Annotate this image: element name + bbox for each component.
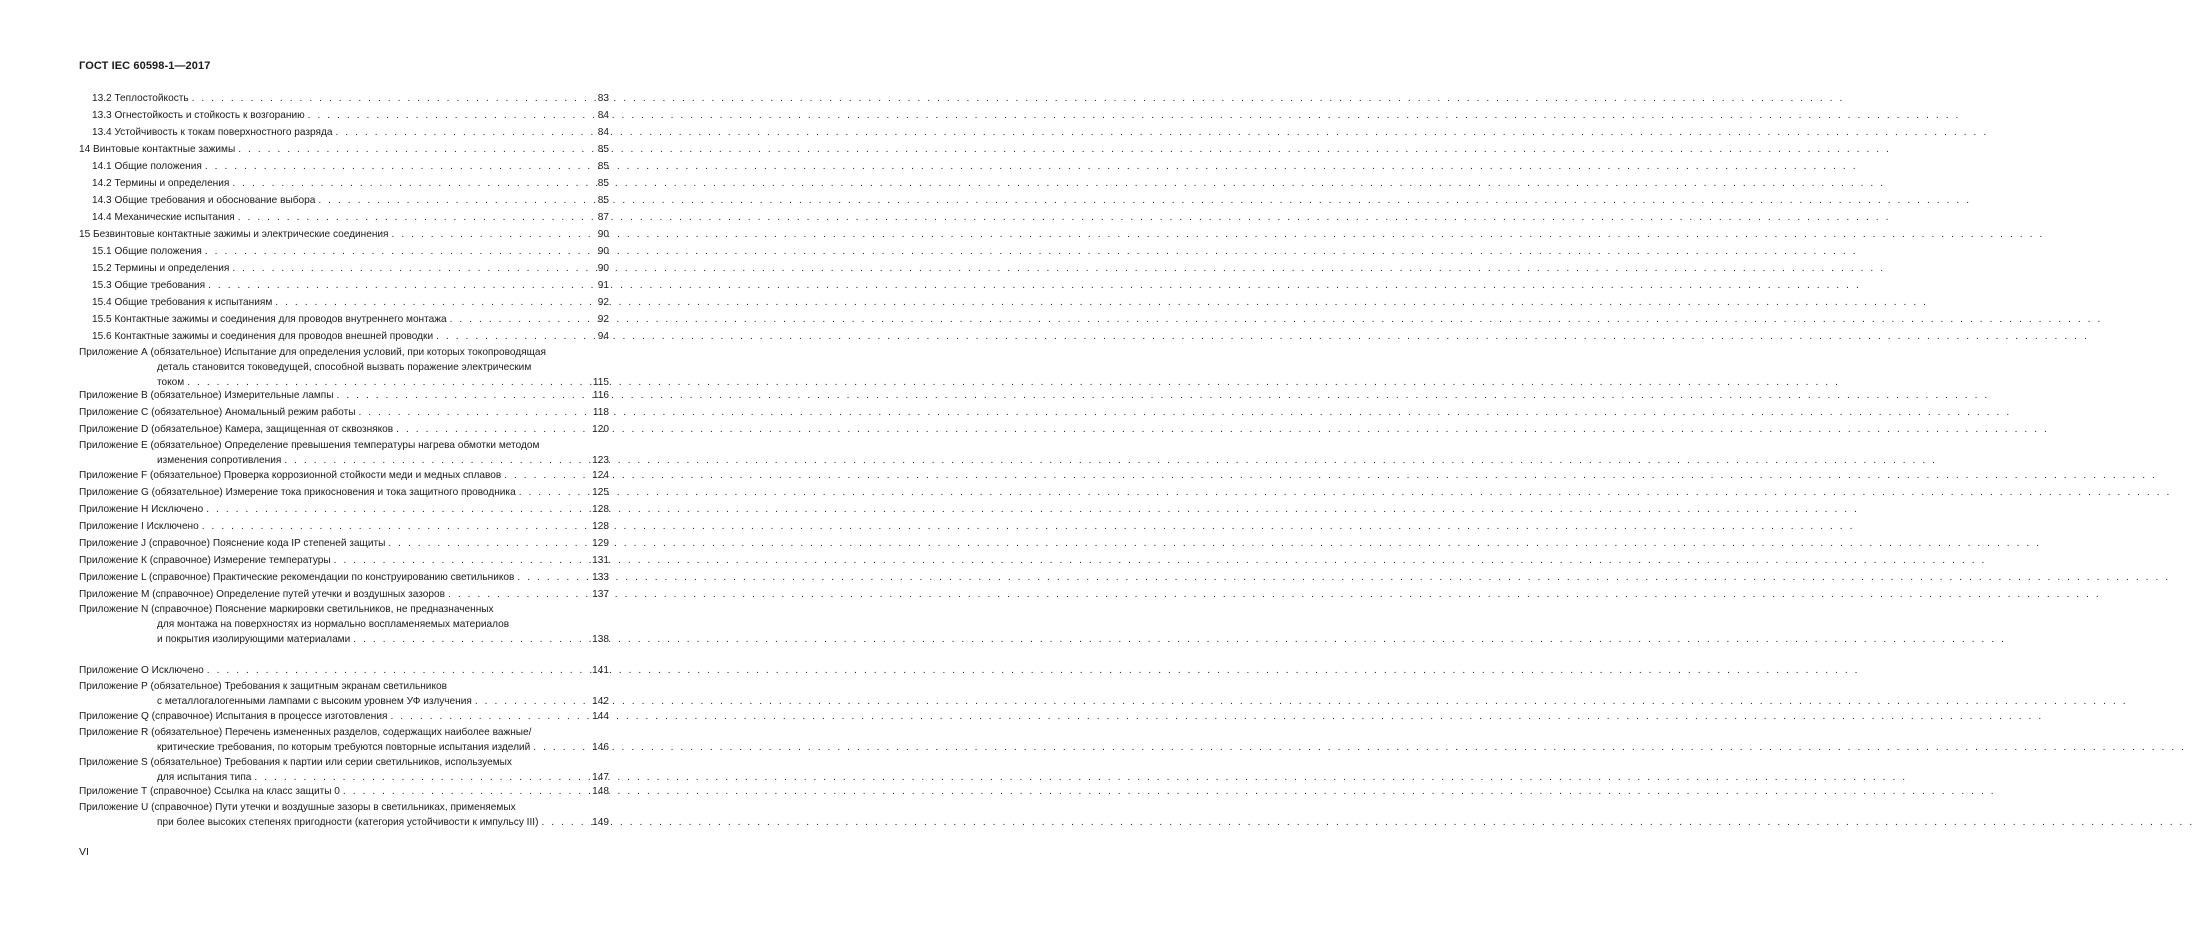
toc-line [79,756,512,770]
toc-line-last [79,571,609,585]
toc-page-number: 92 [597,297,609,308]
dot-leader [389,228,597,242]
toc-entry-title: током [157,377,185,388]
toc-line-last [92,279,609,293]
toc-entry-title: Приложение G (обязательное) Измерение тока прикосновения и тока защитного проводника [79,487,516,498]
dot-leader [387,710,591,724]
dot-leader [501,469,591,483]
toc-line-last [92,126,609,140]
dot-leader [393,423,591,437]
toc-line-last [92,262,609,276]
toc-page-number: 90 [597,229,609,240]
toc-page-number: 91 [597,280,609,291]
toc-line-last [92,194,609,208]
toc-entry-title: 14.4 Механические испытания [92,212,235,223]
toc-page-number: 116 [592,390,609,401]
toc-line-last [157,454,609,468]
toc-entry-title: Приложение S (обязательное) Требования к партии или серии светильников, используемых [79,757,512,768]
toc-entry-title: Приложение М (справочное) Определение путей утечки и воздушных зазоров [79,589,446,600]
toc-page-number: 133 [592,572,609,583]
toc-page-number: 146 [592,742,609,753]
toc-entry-title: Приложение А (обязательное) Испытание для определения условий, при которых токопроводящая [79,347,547,358]
toc-entry-title: Приложение D (обязательное) Камера, защищенная от сквозняков [79,424,394,435]
toc-line-last [157,816,609,830]
toc-line-last [79,423,609,437]
dot-leader [538,816,591,830]
toc-line-last [92,330,609,344]
page-number: VI [79,846,89,858]
toc-line-last [92,313,609,327]
toc-page-number: 85 [597,195,609,206]
dot-leader [205,279,597,293]
dot-leader [202,160,597,174]
dot-leader [331,554,592,568]
toc-entry-title: для монтажа на поверхностях из нормально воспламеняемых материалов [157,619,510,630]
toc-line-last [79,469,609,483]
document-header: ГОСТ IEC 60598-1—2017 [79,60,211,72]
toc-line-last [79,520,609,534]
toc-line-last [79,389,609,403]
toc-line [157,618,509,632]
toc-entry-title: Приложение U (справочное) Пути утечки и воздушные зазоры в светильниках, применяемых [79,802,516,813]
toc-entry-title: 14 Винтовые контактные зажимы [79,144,236,155]
toc-line-last [157,771,609,785]
toc-line-last [157,695,609,709]
toc-page-number: 87 [597,212,609,223]
toc-line [79,801,516,815]
toc-entry-title: 15.6 Контактные зажимы и соединения для проводов внешней проводки [92,331,434,342]
toc-page-number: 115 [592,377,609,388]
toc-line-last [79,406,609,420]
toc-line-last [92,245,609,259]
toc-page-number: 84 [597,110,609,121]
toc-entry-title: Приложение Р (обязательное) Требования к защитным экранам светильников [79,681,447,692]
toc-page-number: 137 [592,589,609,600]
toc-page-number: 129 [592,538,609,549]
toc-entry-title: 15 Безвинтовые контактные зажимы и электрические соединения [79,229,389,240]
toc-entry-title: 14.2 Термины и определения [92,178,230,189]
toc-page-number: 85 [597,161,609,172]
toc-line [79,346,546,360]
toc-entry-title: 14.1 Общие положения [92,161,202,172]
toc-page-number: 138 [592,634,609,645]
toc-entry-title: Приложение О Исключено [79,665,204,676]
dot-leader [281,454,591,468]
toc-line-last [92,296,609,310]
toc-entry-title: и покрытия изолирующими материалами [157,634,351,645]
toc-page-number: 83 [597,93,609,104]
dot-leader [340,785,591,799]
toc-entry-title: Приложение Н Исключено [79,504,204,515]
toc-entry-title: Приложение С (обязательное) Аномальный режим работы [79,407,356,418]
toc-page-number: 85 [597,178,609,189]
dot-leader [433,330,597,344]
dot-leader [199,520,591,534]
dot-leader [530,741,591,755]
toc-page-number: 148 [592,786,609,797]
toc-page-number: 123 [592,455,609,466]
toc-line-last [79,785,609,799]
toc-line-last [79,503,609,517]
toc-entry-title: 15.2 Термины и определения [92,263,230,274]
toc-page-number: 120 [592,424,609,435]
toc-line-last [92,211,609,225]
toc-entry-title: Приложение F (обязательное) Проверка коррозионной стойкости меди и медных сплавов [79,470,502,481]
dot-leader [189,92,597,106]
toc-entry-title: критические требования, по которым требуются повторные испытания изделий [157,742,531,753]
toc-page-number: 125 [592,487,609,498]
toc-page-number: 85 [597,144,609,155]
toc-entry-title: изменения сопротивления [157,455,282,466]
toc-line-last [79,588,609,602]
toc-entry-title: Приложение N (справочное) Пояснение маркировки светильников, не предназначенных [79,604,494,615]
dot-leader [385,537,591,551]
dot-leader [272,296,596,310]
toc-page-number: 144 [592,711,609,722]
toc-line-last [157,741,609,755]
toc-entry-title: деталь становится токоведущей, способной вызвать поражение электрическим [157,362,532,373]
dot-leader [251,771,591,785]
toc-line [157,361,531,375]
toc-line-last [79,554,609,568]
toc-line-last [79,143,609,157]
toc-entry-title: 15.3 Общие требования [92,280,206,291]
dot-leader [472,695,591,709]
toc-entry-title: 13.3 Огнестойкость и стойкость к возгоранию [92,110,305,121]
toc-line-last [79,664,609,678]
dot-leader [516,486,591,500]
toc-line-last [92,177,609,191]
toc-page-number: 128 [592,504,609,515]
dot-leader [235,211,597,225]
toc-entry-title: Приложение I Исключено [79,521,199,532]
toc-entry-title: Приложение К (справочное) Измерение температуры [79,555,331,566]
toc-entry-title: 15.4 Общие требования к испытаниям [92,297,273,308]
toc-entry-title: при более высоких степенях пригодности (категория устойчивости к импульсу III) [157,817,539,828]
dot-leader [447,313,597,327]
toc-line-last [79,228,609,242]
dot-leader [334,389,592,403]
dot-leader [202,245,597,259]
toc-entry-title: Приложение L (справочное) Практические рекомендации по конструированию светильников [79,572,515,583]
toc-line [79,726,531,740]
dot-leader [514,571,591,585]
dot-leader [355,406,591,420]
toc-page-number: 84 [597,127,609,138]
dot-leader [184,376,592,390]
toc-page-number: 92 [597,314,609,325]
dot-leader [203,503,591,517]
toc-entry-title: 15.5 Контактные зажимы и соединения для проводов внутреннего монтажа [92,314,447,325]
dot-leader [305,109,597,123]
toc-line [79,680,447,694]
toc-line-last [79,486,609,500]
toc-entry-title: Приложение R (обязательное) Перечень измененных разделов, содержащих наиболее важные/ [79,727,532,738]
dot-leader [315,194,596,208]
toc-page-number: 118 [592,407,609,418]
toc-line-last [157,633,609,647]
toc-page-number: 90 [597,246,609,257]
toc-entry-title: 14.3 Общие требования и обоснование выбора [92,195,316,206]
toc-page-number: 142 [592,696,609,707]
dot-leader [350,633,591,647]
toc-page-number: 147 [592,772,609,783]
toc-line-last [79,710,609,724]
toc-page-number: 94 [597,331,609,342]
toc-entry-title: 13.4 Устойчивость к токам поверхностного разряда [92,127,333,138]
toc-line-last [92,109,609,123]
dot-leader [332,126,596,140]
toc-line [79,603,494,617]
dot-leader [229,177,596,191]
toc-page-number: 90 [597,263,609,274]
toc-line-last [79,537,609,551]
toc-entry-title: Приложение Е (обязательное) Определение превышения температуры нагрева обмотки методом [79,440,540,451]
toc-entry-title: Приложение J (справочное) Пояснение кода IP степеней защиты [79,538,386,549]
toc-entry-title: Приложение В (обязательное) Измерительные лампы [79,390,334,401]
toc-entry-title: 13.2 Теплостойкость [92,93,189,104]
toc-entry-title: с металлогалогенными лампами с высоким уровнем УФ излучения [157,696,472,707]
toc-page-number: 141 [592,665,609,676]
toc-line [79,439,539,453]
dot-leader [204,664,591,678]
toc-line-last [92,160,609,174]
toc-line-last [92,92,609,106]
toc-page-number: 149 [592,817,609,828]
toc-entry-title: Приложение Т (справочное) Ссылка на класс защиты 0 [79,786,340,797]
dot-leader [229,262,596,276]
toc-entry-title: для испытания типа [157,772,252,783]
toc-line-last [157,376,609,390]
toc-page-number: 128 [592,521,609,532]
toc-entry-title: 15.1 Общие положения [92,246,202,257]
dot-leader [235,143,597,157]
dot-leader [445,588,591,602]
toc-entry-title: Приложение Q (справочное) Испытания в процессе изготовления [79,711,388,722]
toc-page-number: 131 [592,555,609,566]
toc-page-number: 124 [592,470,609,481]
